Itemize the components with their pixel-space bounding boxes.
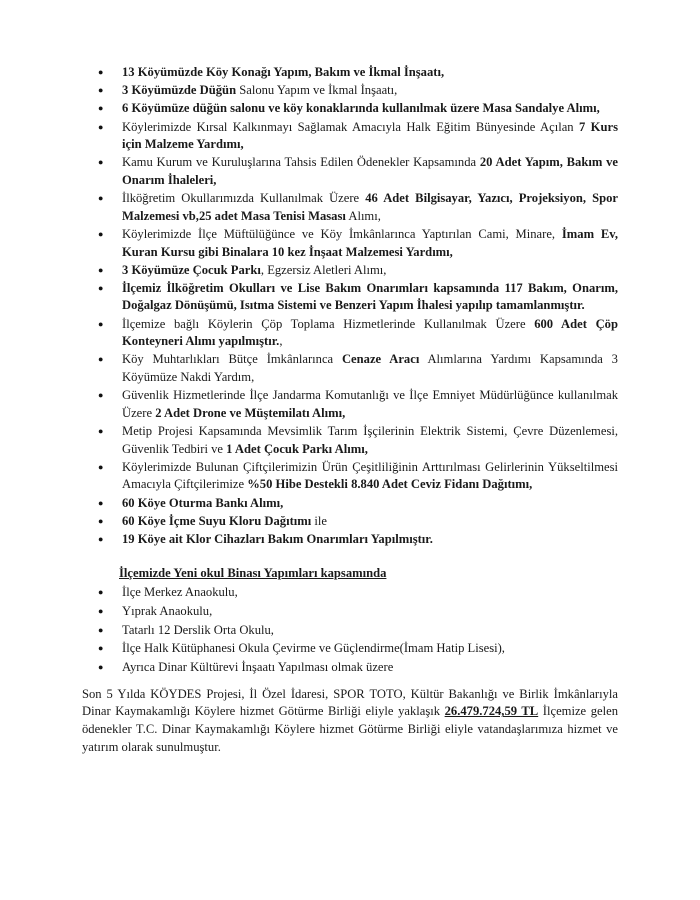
list-item <box>108 531 618 549</box>
list-item-text: Köylerimizde Bulunan Çiftçilerimizin Ürün Çeşitliliğinin Arttırılması Gelirlerinin Yükseltilmesi Amacıyla Çiftçilerimize <box>122 459 618 492</box>
list-item-bold-text: İmam Ev, Kuran Kursu gibi Binalara 10 kez İnşaat Malzemesi Yardımı, <box>122 226 618 259</box>
list-item-bold-text: 3 Köyümüze Çocuk Parkı <box>122 262 261 277</box>
section-title: İlçemizde Yeni okul Binası Yapımları kapsamında <box>119 565 387 580</box>
list-item-bold-text: 3 Köyümüzde Düğün <box>122 83 237 98</box>
list-item-bold-text: 60 Köye Oturma Bankı Alımı, <box>122 495 284 510</box>
school-item: ● Ayrıca Dinar Kültürevi İnşaatı Yapılması olmak üzere <box>108 659 618 677</box>
list-item-text: İlköğretim Okullarımızda Kullanılmak Üzere <box>122 191 366 206</box>
list-item-bold-text: 7 Kurs için Malzeme Yardımı, <box>122 119 618 152</box>
school-item: ● İlçe Halk Kütüphanesi Okula Çevirme ve Güçlendirme(İmam Hatip Lisesi), <box>108 640 618 658</box>
list-item-bold-text: 1 Adet Çocuk Parkı Alımı, <box>226 441 368 456</box>
list-item-text: Alımlarına Yardımı Kapsamında 3 Köyümüze Nakdi Yardım, <box>122 352 618 385</box>
list-item <box>108 190 618 225</box>
list-item-text: İlçemize bağlı Köylerin Çöp Toplama Hizmetlerinde Kullanılmak Üzere <box>122 316 535 331</box>
list-item <box>108 82 618 100</box>
list-item <box>108 262 618 280</box>
list-item-text: Köy Muhtarlıkları Bütçe İmkânlarınca <box>122 352 342 367</box>
list-item-text: ile <box>311 513 328 528</box>
school-item: ● İlçe Merkez Anaokulu, <box>108 584 618 602</box>
list-item-bold-text: 6 Köyümüze düğün salonu ve köy konaklarında kullanılmak üzere Masa Sandalye Alımı, <box>122 101 600 116</box>
list-item-text: Salonu Yapım ve İkmal İnşaatı, <box>236 83 398 98</box>
summary-text-after: İlçemize gelen ödenekler T.C. Dinar Kaymakamlığı Köylere hizmet Götürme Birliği eliyle vatandaşlarımıza hizmet ve yatırım olarak sunulmuştur. <box>82 704 618 754</box>
school-item: ● Yıprak Anaokulu, <box>108 603 618 621</box>
list-item-bold-text: 600 Adet Çöp Konteyneri Alımı yapılmıştır. <box>122 316 618 349</box>
list-item-text: , Egzersiz Aletleri Alımı, <box>260 262 387 277</box>
summary-amount: 26.479.724,59 TL <box>444 704 539 719</box>
list-item-text: Güvenlik Hizmetlerinde İlçe Jandarma Komutanlığı ve İlçe Emniyet Müdürlüğünce kullanılmak Üzere <box>122 388 618 420</box>
list-item <box>108 100 618 118</box>
school-list <box>108 584 618 677</box>
list-item <box>108 280 618 315</box>
summary-paragraph <box>82 686 618 756</box>
list-item <box>108 495 618 513</box>
list-item-bold-text: 19 Köye ait Klor Cihazları Bakım Onarımları Yapılmıştır. <box>122 531 433 546</box>
list-item-text: , <box>279 334 283 349</box>
summary-text-before: Son 5 Yılda KÖYDES Projesi, İl Özel İdaresi, SPOR TOTO, Kültür Bakanlığı ve Birlik İmkânlarıyla Dinar Kaymakamlığı Köylere hizmet Götürme Birliği eliyle yaklaşık <box>82 686 618 719</box>
list-item <box>108 459 618 494</box>
list-item <box>108 226 618 261</box>
list-item-bold-text: 60 Köye İçme Suyu Kloru Dağıtımı <box>122 513 312 528</box>
list-item-bold-text: Cenaze Aracı <box>341 352 420 367</box>
list-item-bold-text: 13 Köyümüzde Köy Konağı Yapım, Bakım ve İkmal İnşaatı, <box>122 65 445 79</box>
list-item-text: Köylerimizde Kırsal Kalkınmayı Sağlamak Amacıyla Halk Eğitim Bünyesinde Açılan <box>122 119 579 134</box>
list-item <box>108 387 618 422</box>
list-item-bold-text: 20 Adet Yapım, Bakım ve Onarım İhaleleri, <box>122 155 618 187</box>
list-item-text: Alımı, <box>345 208 381 223</box>
list-item <box>108 513 618 531</box>
list-item-text: Köylerimizde İlçe Müftülüğünce ve Köy İmkânlarınca Yaptırılan Cami, Minare, <box>122 226 562 241</box>
project-list <box>108 64 618 549</box>
list-item-text: Kamu Kurum ve Kuruluşlarına Tahsis Edilen Ödenekler Kapsamında <box>122 155 480 170</box>
list-item <box>108 351 618 386</box>
school-item: ● Tatarlı 12 Derslik Orta Okulu, <box>108 622 618 640</box>
list-item-bold-text: İlçemiz İlköğretim Okulları ve Lise Bakım Onarımları kapsamında 117 Bakım, Onarım, Doğalgaz Dönüşümü, Isıtma Sistemi ve Benzeri Yapım İhalesi yapılıp tamamlanmıştır. <box>122 280 618 313</box>
list-item <box>108 316 618 351</box>
list-item <box>108 423 618 458</box>
list-item <box>108 119 618 154</box>
list-item <box>108 64 618 82</box>
list-item-bold-text: 46 Adet Bilgisayar, Yazıcı, Projeksiyon, Spor Malzemesi vb,25 adet Masa Tenisi Masası <box>122 191 619 223</box>
list-item <box>108 154 618 189</box>
list-item-bold-text: %50 Hibe Destekli 8.840 Adet Ceviz Fidanı Dağıtımı, <box>247 477 533 492</box>
list-item-bold-text: 2 Adet Drone ve Müştemilatı Alımı, <box>155 405 346 420</box>
list-item-text: Metip Projesi Kapsamında Mevsimlik Tarım İşçilerinin Elektrik Sistemi, Çevre Düzenlemesi, Güvenlik Tedbiri ve <box>122 424 618 456</box>
